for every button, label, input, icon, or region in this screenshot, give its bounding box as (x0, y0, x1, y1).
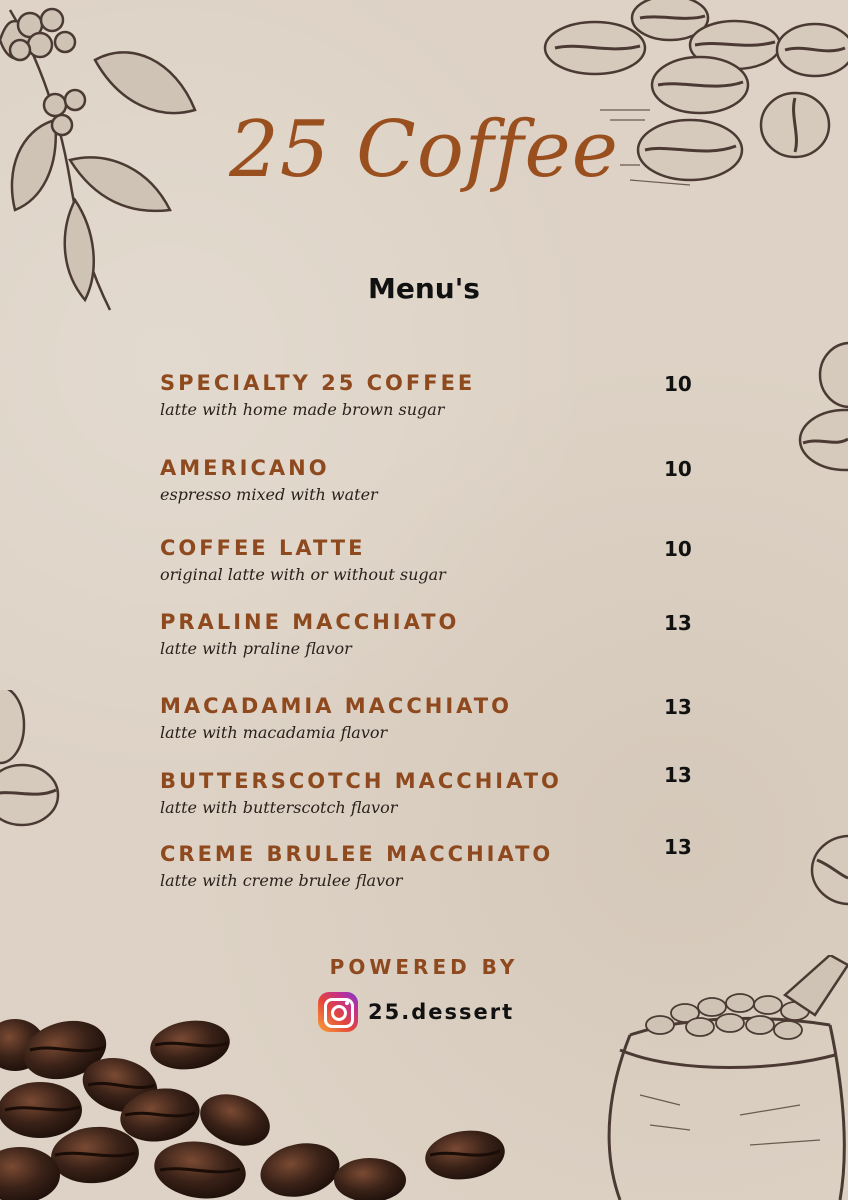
menu-item (160, 535, 700, 586)
menu-item-description: latte with creme brulee flavor (160, 871, 403, 890)
instagram-icon (318, 992, 358, 1032)
menu-item-name: PRALINE MACCHIATO (160, 610, 460, 634)
menu-item (160, 693, 700, 744)
menu-item (160, 455, 700, 506)
menu-item-price: 13 (664, 611, 692, 635)
menu-item-description: latte with praline flavor (160, 639, 352, 658)
menu-item-price: 13 (664, 695, 692, 719)
coffee-bean-sketch-right-lower (805, 830, 848, 910)
menu-item-name: COFFEE LATTE (160, 536, 366, 560)
coffee-beans-sketch-right (795, 335, 848, 495)
coffee-beans-sketch-left (0, 690, 62, 835)
menu-item-price: 13 (664, 763, 692, 787)
menu-item-name: CREME BRULEE MACCHIATO (160, 842, 554, 866)
menu-item-price: 10 (664, 457, 692, 481)
menu-item-price: 10 (664, 537, 692, 561)
menu-item-description: latte with home made brown sugar (160, 400, 445, 419)
menu-item-price: 13 (664, 835, 692, 859)
menu-item-name: SPECIALTY 25 COFFEE (160, 371, 476, 395)
instagram-handle: 25.dessert (368, 1000, 515, 1024)
page-title: 25 Coffee (229, 105, 619, 195)
menu-item (160, 763, 700, 819)
menu-item-description: espresso mixed with water (160, 485, 378, 504)
menu-item (160, 370, 700, 421)
powered-by-label: POWERED BY (329, 955, 519, 979)
menu-item-name: MACADAMIA MACCHIATO (160, 694, 512, 718)
menu-item (160, 609, 700, 660)
menu-item-price: 10 (664, 372, 692, 396)
instagram-link[interactable] (318, 990, 514, 1034)
menu-item-description: original latte with or without sugar (160, 565, 446, 584)
menu-item-description: latte with macadamia flavor (160, 723, 388, 742)
menu-subtitle: Menu's (368, 272, 480, 305)
menu-item (160, 835, 700, 892)
menu-item-description: latte with butterscotch flavor (160, 798, 398, 817)
menu-item-name: BUTTERSCOTCH MACCHIATO (160, 769, 562, 793)
menu-item-name: AMERICANO (160, 456, 330, 480)
coffee-sack-illustration (590, 955, 848, 1200)
